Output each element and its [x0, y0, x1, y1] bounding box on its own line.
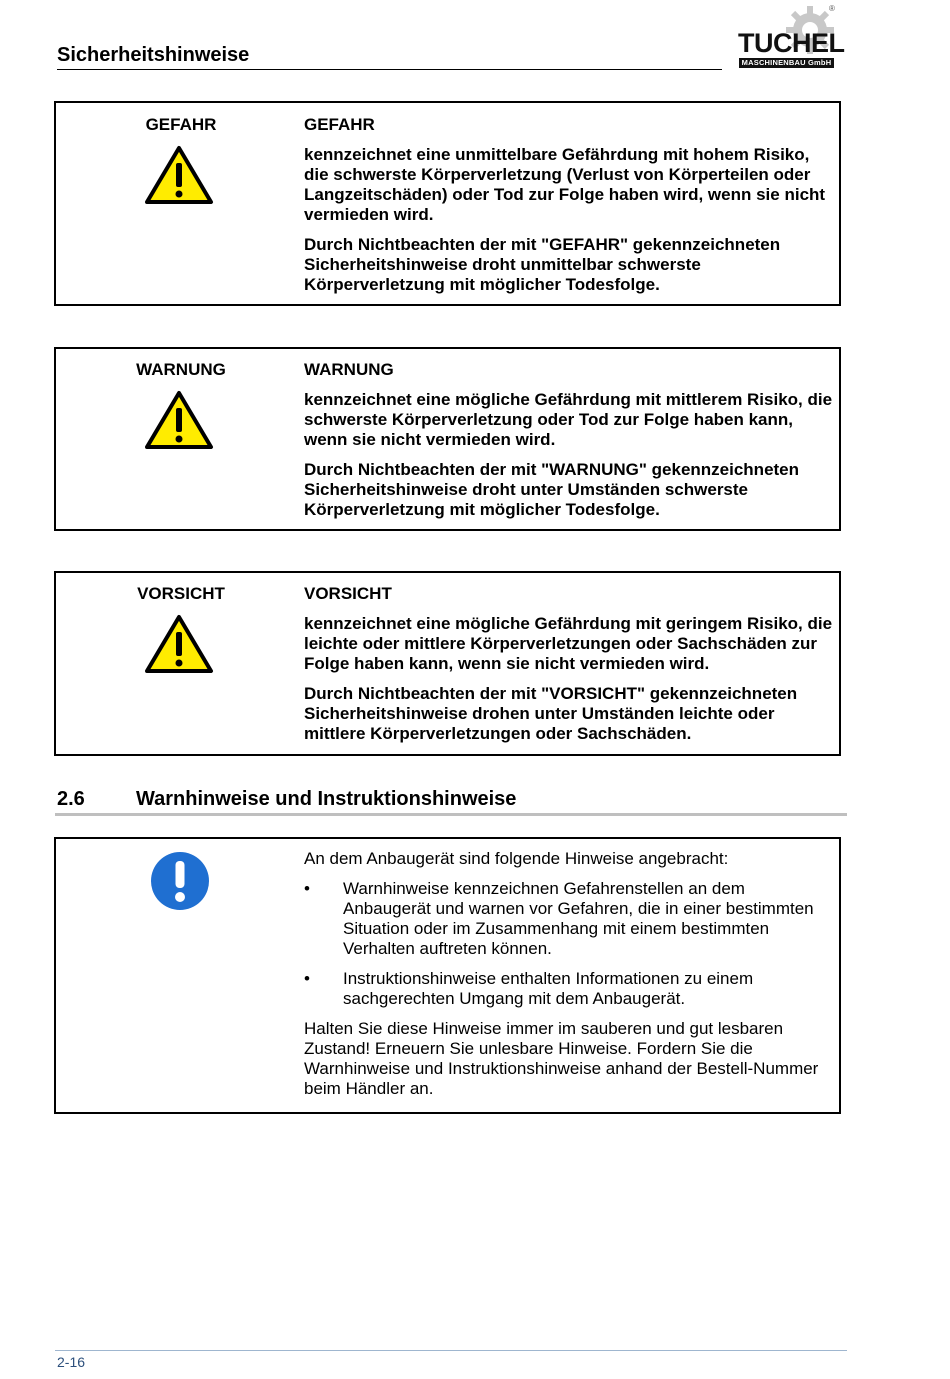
page-number: 2-16	[57, 1354, 86, 1370]
tuchel-logo	[736, 4, 845, 70]
bullet-text-warnhinweise: Warnhinweise kennzeichnen Gefahrenstellen an dem Anbaugerät und warnen vor Gefahren, die in einer bestimmten Situation oder im Zusammenhang mit einem bestimmten Verhalten auftreten können.	[343, 879, 814, 958]
list-item	[304, 969, 833, 1009]
page-header-title: Sicherheitshinweise	[57, 44, 250, 66]
caution-heading: VORSICHT	[304, 584, 392, 603]
section-number: 2.6	[57, 788, 85, 810]
warning-triangle-icon	[144, 614, 214, 674]
registered-mark: ®	[829, 4, 835, 13]
warning-text-1: kennzeichnet eine mögliche Gefährdung mit mittlerem Risiko, die schwerste Körperverletzung oder Tod zur Folge haben kann, wenn sie nicht vermieden wird.	[304, 390, 833, 449]
bullet-marker: •	[304, 969, 310, 988]
warning-label: WARNUNG	[136, 360, 226, 379]
caution-text-1: kennzeichnet eine mögliche Gefährdung mit geringem Risiko, die leichte oder mittlere Körperverletzungen oder Sachschäden zur Folge haben kann, wenn sie nicht vermieden wird.	[304, 614, 833, 673]
warning-triangle-icon	[144, 390, 214, 450]
header-rule	[57, 69, 722, 70]
footer-rule	[55, 1350, 847, 1351]
list-item	[304, 879, 833, 959]
warning-text-2: Durch Nichtbeachten der mit "WARNUNG" gekennzeichneten Sicherheitshinweise droht unter Umständen schwerste Körperverletzung mit möglicher Todesfolge.	[304, 460, 800, 519]
danger-box	[54, 101, 841, 306]
bullet-marker: •	[304, 879, 310, 898]
section-rule	[55, 813, 847, 816]
warning-box	[54, 347, 841, 531]
exclamation-info-icon	[150, 851, 210, 911]
info-bullet-list	[304, 879, 833, 1009]
logo-subtitle: MASCHINENBAU GmbH	[739, 58, 834, 68]
section-title: Warnhinweise und Instruktionshinweise	[136, 788, 517, 810]
danger-text-1: kennzeichnet eine unmittelbare Gefährdung mit hohem Risiko, die schwerste Körperverletzung (Verlust von Körperteilen oder Langzeitschäden) oder Tod zur Folge haben wird, wenn sie nicht vermieden wird.	[304, 145, 826, 224]
info-intro: An dem Anbaugerät sind folgende Hinweise angebracht:	[304, 849, 729, 868]
warning-triangle-icon	[144, 145, 214, 205]
logo-wordmark: TUCHEL	[738, 28, 845, 58]
danger-heading: GEFAHR	[304, 115, 375, 134]
caution-box	[54, 571, 841, 756]
caution-label: VORSICHT	[137, 584, 225, 603]
danger-label: GEFAHR	[145, 115, 217, 134]
caution-text-2: Durch Nichtbeachten der mit "VORSICHT" gekennzeichneten Sicherheitshinweise drohen unter Umständen leichte oder mittlere Körperverletzungen oder Sachschäden.	[304, 684, 798, 743]
warning-heading: WARNUNG	[304, 360, 394, 379]
danger-text-2: Durch Nichtbeachten der mit "GEFAHR" gekennzeichneten Sicherheitshinweise droht unmittelbar schwerste Körperverletzung mit möglicher Todesfolge.	[304, 235, 781, 294]
info-box	[54, 837, 841, 1114]
bullet-text-instruktionshinweise: Instruktionshinweise enthalten Informationen zu einem sachgerechten Umgang mit dem Anbaugerät.	[343, 969, 754, 1008]
info-closing: Halten Sie diese Hinweise immer im sauberen und gut lesbaren Zustand! Erneuern Sie unlesbare Hinweise. Fordern Sie die Warnhinweise und Instruktionshinweise anhand der Bestell-Nummer beim Händler an.	[304, 1019, 819, 1098]
